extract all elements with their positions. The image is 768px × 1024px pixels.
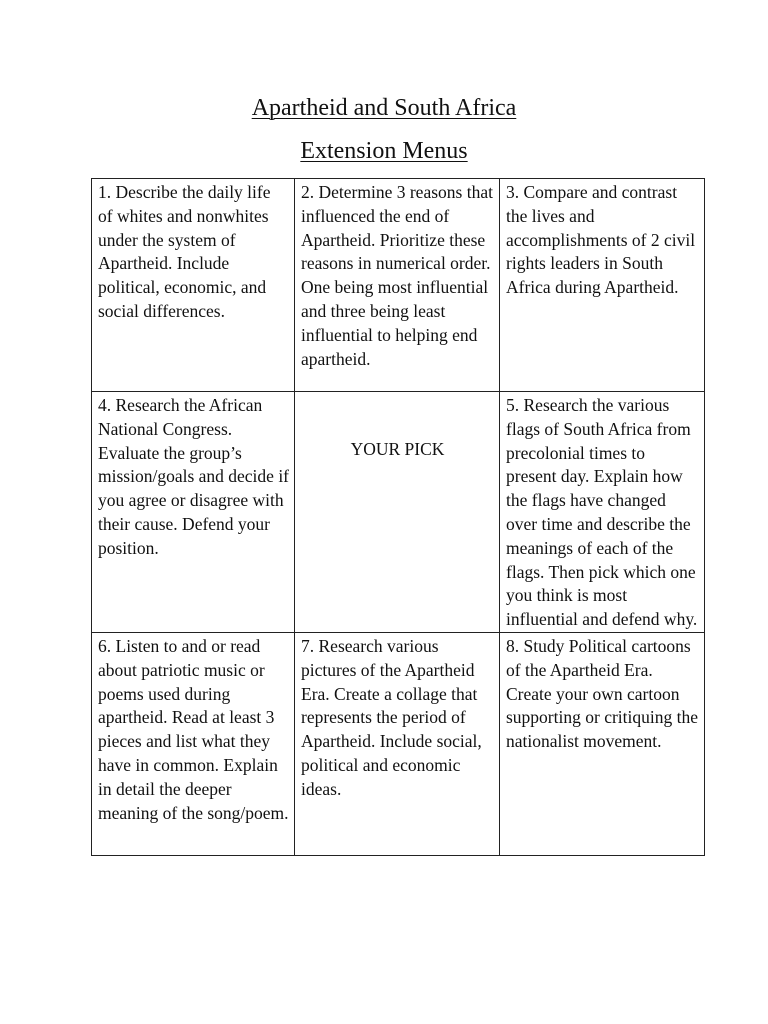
menu-cell-4: 4. Research the African National Congress. Evaluate the group’s mission/goals and decide if you agree or disagree with their cause. Defend your position. bbox=[92, 392, 295, 633]
menu-cell-6: 6. Listen to and or read about patriotic music or poems used during apartheid. Read at least 3 pieces and list what they have in common. Explain in detail the deeper meaning of the song/poem. bbox=[92, 632, 295, 855]
document-subtitle-text: Extension Menus bbox=[300, 138, 468, 164]
document-title bbox=[0, 94, 768, 122]
menu-cell-3: 3. Compare and contrast the lives and accomplishments of 2 civil rights leaders in South Africa during Apartheid. bbox=[500, 179, 705, 392]
menu-row-3 bbox=[92, 632, 705, 855]
extension-menu-table bbox=[91, 178, 705, 856]
menu-cell-2: 2. Determine 3 reasons that influenced the end of Apartheid. Prioritize these reasons in numerical order. One being most influential and three being least influential to helping end apartheid. bbox=[295, 179, 500, 392]
menu-cell-5: 5. Research the various flags of South Africa from precolonial times to present day. Explain how the flags have changed over time and describe the meanings of each of the flags. Then pick which one you think is most influential and defend why. bbox=[500, 392, 705, 633]
menu-row-2 bbox=[92, 392, 705, 633]
menu-cell-7: 7. Research various pictures of the Apartheid Era. Create a collage that represents the period of Apartheid. Include social, political and economic ideas. bbox=[295, 632, 500, 855]
document-subtitle bbox=[0, 137, 768, 165]
menu-row-1 bbox=[92, 179, 705, 392]
menu-cell-8: 8. Study Political cartoons of the Apartheid Era. Create your own cartoon supporting or critiquing the nationalist movement. bbox=[500, 632, 705, 855]
document-title-text: Apartheid and South Africa bbox=[251, 95, 517, 121]
menu-cell-1: 1. Describe the daily life of whites and nonwhites under the system of Apartheid. Include political, economic, and social differences. bbox=[92, 179, 295, 392]
menu-cell-your-pick: YOUR PICK bbox=[295, 392, 500, 633]
